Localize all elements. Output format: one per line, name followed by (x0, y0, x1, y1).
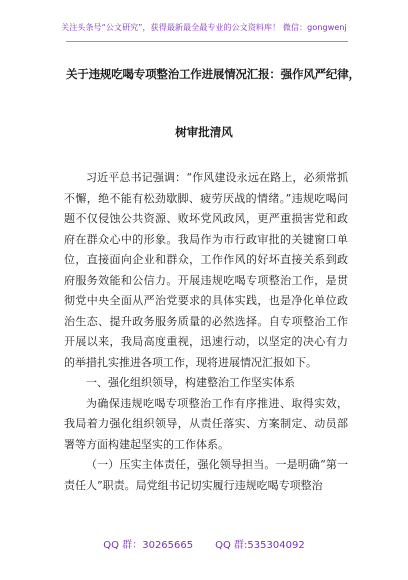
body-paragraph: 为确保违规吃喝专项整治工作有序推进、取得实效，我局着力强化组织领导，从责任落实、方案制定、动员部署等方面构建起坚实的工作体系。 (64, 396, 348, 451)
document-body (64, 168, 348, 496)
header-banner: 关注头条号“公文研究”，获得最新最全最专业的公文资料库！ 微信：gongwenj (61, 23, 347, 32)
footer-qq-group-2: QQ 群:535304092 (215, 540, 305, 551)
document-title-line-1: 关于违规吃喝专项整治工作进展情况汇报：强作风严纪律， (66, 67, 360, 81)
body-paragraph: （一）压实主体责任，强化领导担当。一是明确“第一责任人”职责。局党组书记切实履行违规吃喝专项整治 (64, 458, 348, 492)
body-paragraph: 习近平总书记强调：“作风建设永远在路上，必须常抓不懈，绝不能有松劲歇脚、疲劳厌战的情绪。”违规吃喝问题不仅侵蚀公共资源、败坏党风政风，更严重损害党和政府在群众心中的形象。我局作为市行政审批的关键窗口单位，直接面向企业和群众，工作作风的好坏直接关系到政府服务效能和公信力。开展违规吃喝专项整治工作，是贯彻党中央全面从严治党要求的具体实践，也是净化单位政治生态、提升政务服务质量的必然选择。自专项整治工作开展以来，我局高度重视，迅速行动，以坚定的决心有力的举措扎实推进各项工作，现将进展情况汇报如下。 (64, 171, 348, 369)
document-title-line-2: 树审批清风 (175, 125, 233, 139)
section-heading: 一、强化组织领导，构建整治工作坚实体系 (86, 376, 295, 389)
footer (0, 536, 408, 551)
footer-qq-group-1: QQ 群：30265665 (103, 540, 194, 551)
header-divider (66, 41, 348, 42)
